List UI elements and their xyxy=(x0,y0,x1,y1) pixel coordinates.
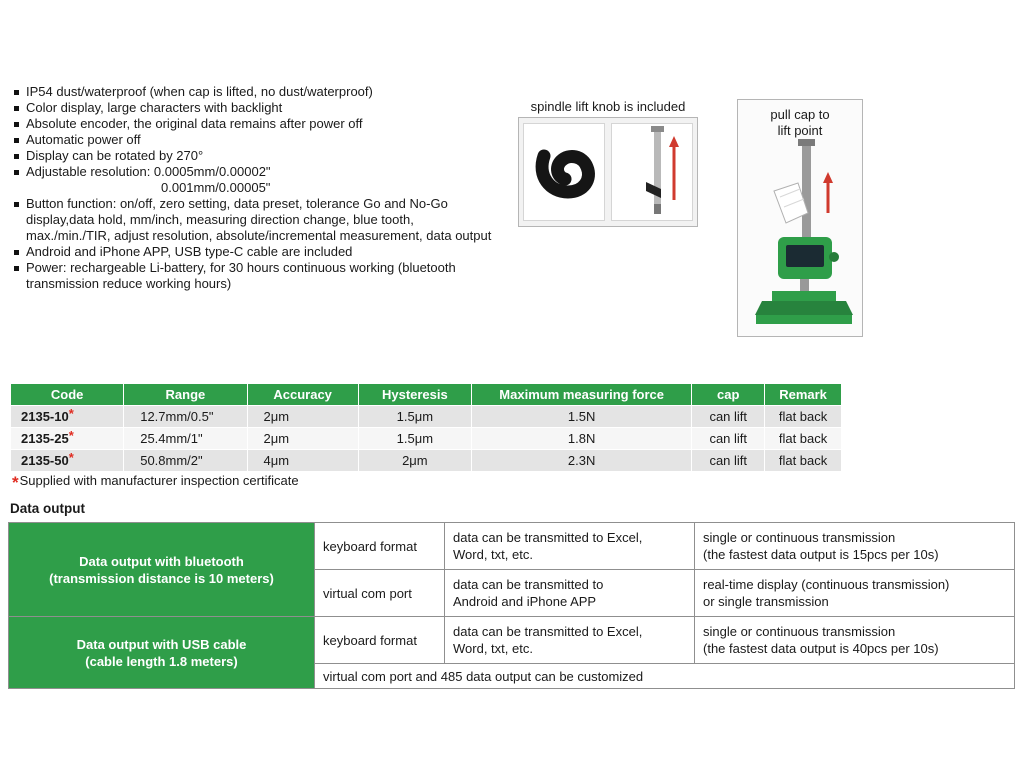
format-cell: virtual com port xyxy=(315,570,445,617)
spec-row xyxy=(11,450,842,472)
feature-item xyxy=(14,148,492,164)
spindle-rod-photo xyxy=(611,123,693,221)
accuracy-cell: 2μm xyxy=(247,406,358,428)
feature-item xyxy=(14,132,492,148)
desc-line1: data can be transmitted to Excel, xyxy=(453,530,643,545)
note-line2: or single transmission xyxy=(703,594,829,609)
feature-text: IP54 dust/waterproof (when cap is lifted, no dust/waterproof) xyxy=(26,84,373,99)
feature-text-line2: 0.001mm/0.00005" xyxy=(161,180,271,195)
bullet-icon xyxy=(14,250,19,255)
spec-header-row xyxy=(11,384,842,406)
remark-cell: flat back xyxy=(765,450,842,472)
usb-label-line1: Data output with USB cable xyxy=(76,636,247,652)
desc-cell xyxy=(445,523,695,570)
cap-caption xyxy=(738,100,862,139)
bullet-icon xyxy=(14,138,19,143)
data-output-table xyxy=(8,522,1015,689)
remark-cell: flat back xyxy=(765,406,842,428)
feature-text: Automatic power off xyxy=(26,132,141,147)
spec-header-code: Code xyxy=(11,384,124,406)
cap-caption-line1: pull cap to xyxy=(770,107,830,122)
code-value: 2135-25 xyxy=(21,431,69,446)
footnote xyxy=(12,473,299,493)
cap-cell: can lift xyxy=(692,428,765,450)
force-cell: 2.3N xyxy=(471,450,691,472)
spec-table xyxy=(10,383,842,472)
spec-row xyxy=(11,428,842,450)
note-line1: single or continuous transmission xyxy=(703,530,896,545)
feature-text-line1: Adjustable resolution: 0.0005mm/0.00002" xyxy=(26,164,271,179)
certificate-asterisk: * xyxy=(68,406,74,421)
feature-item xyxy=(14,84,492,100)
hysteresis-cell: 1.5μm xyxy=(358,428,471,450)
spindle-knob-photo xyxy=(523,123,605,221)
certificate-asterisk: * xyxy=(68,428,74,443)
bullet-icon xyxy=(14,170,19,175)
cap-cell: can lift xyxy=(692,406,765,428)
feature-item xyxy=(14,116,492,132)
note-line2: (the fastest data output is 15pcs per 10s) xyxy=(703,547,939,562)
bullet-icon xyxy=(14,154,19,159)
customized-output-cell: virtual com port and 485 data output can be customized xyxy=(315,664,1015,689)
note-line2: (the fastest data output is 40pcs per 10s) xyxy=(703,641,939,656)
spec-header-hysteresis: Hysteresis xyxy=(358,384,471,406)
bullet-icon xyxy=(14,122,19,127)
note-cell xyxy=(695,570,1015,617)
desc-line1: data can be transmitted to Excel, xyxy=(453,624,643,639)
spec-header-force: Maximum measuring force xyxy=(471,384,691,406)
feature-text: Button function: on/off, zero setting, data preset, tolerance Go and No-Go display,data hold, mm/inch, measuring direction change, blue tooth, max./min./TIR, adjust resolution, absolute/incremental measurement, data output xyxy=(26,196,492,243)
spindle-photo-box xyxy=(518,117,698,227)
cap-cell: can lift xyxy=(692,450,765,472)
certificate-asterisk: * xyxy=(68,450,74,465)
spec-header-accuracy: Accuracy xyxy=(247,384,358,406)
data-output-row xyxy=(9,523,1015,570)
note-cell xyxy=(695,523,1015,570)
spec-row xyxy=(11,406,842,428)
hysteresis-cell: 1.5μm xyxy=(358,406,471,428)
desc-line2: Android and iPhone APP xyxy=(453,594,597,609)
bluetooth-label-line1: Data output with bluetooth xyxy=(79,553,244,569)
code-value: 2135-10 xyxy=(21,409,69,424)
note-line1: real-time display (continuous transmission) xyxy=(703,577,950,592)
cap-caption-line2: lift point xyxy=(777,123,823,138)
remark-cell: flat back xyxy=(765,428,842,450)
spindle-illustration xyxy=(612,124,692,220)
note-cell xyxy=(695,617,1015,664)
format-cell: keyboard format xyxy=(315,617,445,664)
knob-illustration xyxy=(524,124,604,220)
accuracy-cell: 4μm xyxy=(247,450,358,472)
feature-text: Power: rechargeable Li-battery, for 30 hours continuous working (bluetooth transmission reduce working hours) xyxy=(26,260,456,291)
feature-item xyxy=(14,244,492,260)
format-cell: keyboard format xyxy=(315,523,445,570)
force-cell: 1.8N xyxy=(471,428,691,450)
force-cell: 1.5N xyxy=(471,406,691,428)
feature-text xyxy=(26,164,492,196)
feature-text: Color display, large characters with backlight xyxy=(26,100,283,115)
desc-cell xyxy=(445,617,695,664)
feature-item xyxy=(14,100,492,116)
spec-header-cap: cap xyxy=(692,384,765,406)
spindle-caption: spindle lift knob is included xyxy=(530,99,686,114)
footnote-asterisk: * xyxy=(12,473,19,492)
footnote-text: Supplied with manufacturer inspection certificate xyxy=(19,473,299,488)
bullet-icon xyxy=(14,90,19,95)
bullet-icon xyxy=(14,202,19,207)
feature-text: Absolute encoder, the original data remains after power off xyxy=(26,116,363,131)
code-cell xyxy=(11,406,124,428)
range-cell: 50.8mm/2" xyxy=(124,450,247,472)
data-output-heading: Data output xyxy=(10,501,85,516)
code-cell xyxy=(11,428,124,450)
range-cell: 25.4mm/1" xyxy=(124,428,247,450)
usb-label-line2: (cable length 1.8 meters) xyxy=(85,653,238,669)
desc-line1: data can be transmitted to xyxy=(453,577,604,592)
accuracy-cell: 2μm xyxy=(247,428,358,450)
code-cell xyxy=(11,450,124,472)
note-line1: single or continuous transmission xyxy=(703,624,896,639)
hysteresis-cell: 2μm xyxy=(358,450,471,472)
desc-line2: Word, txt, etc. xyxy=(453,641,533,656)
spec-header-range: Range xyxy=(124,384,247,406)
bluetooth-label-line2: (transmission distance is 10 meters) xyxy=(49,570,274,586)
indicator-stand-illustration xyxy=(738,139,862,333)
bluetooth-label-cell xyxy=(9,523,315,617)
feature-list xyxy=(14,84,492,292)
feature-text: Display can be rotated by 270° xyxy=(26,148,204,163)
feature-text: Android and iPhone APP, USB type-C cable are included xyxy=(26,244,353,259)
range-cell: 12.7mm/0.5" xyxy=(124,406,247,428)
indicator-stand-photo-box xyxy=(737,99,863,337)
spec-header-remark: Remark xyxy=(765,384,842,406)
bullet-icon xyxy=(14,106,19,111)
desc-cell xyxy=(445,570,695,617)
usb-label-cell xyxy=(9,617,315,689)
bullet-icon xyxy=(14,266,19,271)
data-output-row xyxy=(9,617,1015,664)
feature-item xyxy=(14,164,492,196)
desc-line2: Word, txt, etc. xyxy=(453,547,533,562)
feature-item xyxy=(14,260,492,292)
feature-item xyxy=(14,196,492,244)
code-value: 2135-50 xyxy=(21,453,69,468)
